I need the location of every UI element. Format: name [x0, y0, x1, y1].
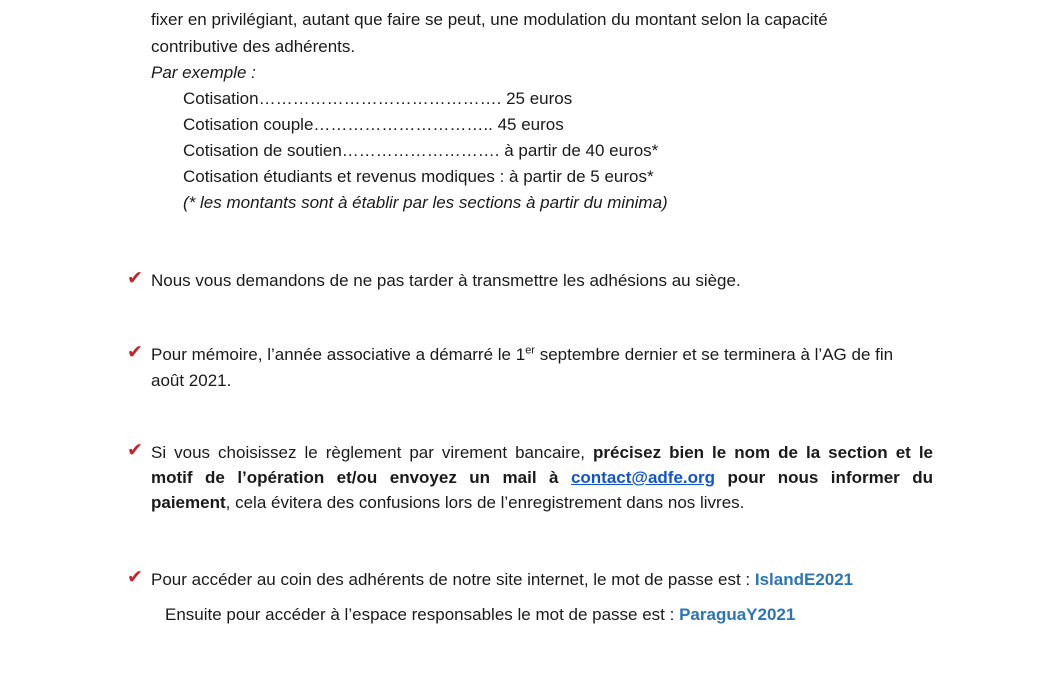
cotisation-dots: ………………………. — [341, 141, 500, 160]
checkmark-icon: ✔ — [127, 268, 143, 289]
bullet-3-line-2 — [151, 467, 933, 489]
cotisation-row — [183, 114, 564, 136]
bullet-3-bold3: pour nous informer du — [715, 468, 933, 487]
cotisation-label: Cotisation — [183, 89, 259, 108]
bullet-4-line-1 — [151, 569, 853, 591]
cotisation-label: Cotisation de soutien — [183, 141, 342, 160]
bullet-3-line-1-content — [151, 442, 933, 464]
cotisation-label: Cotisation couple — [183, 115, 314, 134]
cotisation-row — [183, 140, 658, 162]
footnote: (* les montants sont à établir par les sections à partir du minima) — [183, 193, 668, 212]
bullet-4-text: Pour accéder au coin des adhérents de notre site internet, le mot de passe est : — [151, 570, 755, 589]
bullet-2-line-2: août 2021. — [151, 371, 232, 390]
email-link[interactable]: contact@adfe.org — [570, 468, 716, 487]
intro-line-2: contributive des adhérents. — [151, 37, 356, 56]
intro-line-1: fixer en privilégiant, autant que faire se peut, une modulation du montant selon la capacité — [151, 10, 828, 29]
example-label: Par exemple : — [151, 63, 256, 82]
bullet-1-text: Nous vous demandons de ne pas tarder à transmettre les adhésions au siège. — [151, 271, 741, 290]
bullet-2-sup: er — [525, 344, 535, 357]
bullet-3-text2: , cela évitera des confusions lors de l’enregistrement dans nos livres. — [225, 493, 745, 512]
bullet-4-line2-text: Ensuite pour accéder à l’espace responsables le mot de passe est : — [165, 605, 680, 624]
bullet-3-text1: Si vous choisissez le règlement par virement bancaire, — [151, 443, 594, 462]
cotisation-row — [183, 88, 572, 110]
bullet-3-bold1: précisez bien le nom de la section et le — [593, 443, 933, 462]
bullet-3-bold4: paiement — [151, 493, 226, 512]
bullet-3-bold2: motif de l’opération et/ou envoyez un mail à — [151, 468, 571, 487]
checkmark-icon: ✔ — [127, 342, 143, 363]
bullet-2-line-1 — [151, 344, 893, 366]
bullet-3-line-1 — [151, 442, 933, 464]
cotisation-dots: ………………………….. — [313, 115, 493, 134]
bullet-2-after: septembre dernier et se terminera à l’AG de fin — [534, 345, 894, 364]
cotisation-row — [183, 166, 654, 188]
bullet-4-line-2 — [165, 604, 795, 626]
password-responsables: ParaguaY2021 — [679, 605, 796, 624]
checkmark-icon: ✔ — [127, 567, 143, 588]
cotisation-value: 45 euros — [492, 115, 564, 134]
cotisation-dots: : — [494, 167, 505, 186]
cotisation-dots: ……………………………………. — [258, 89, 502, 108]
cotisation-value: à partir de 5 euros* — [504, 167, 654, 186]
bullet-3-line-3 — [151, 492, 744, 514]
password-adherents: IslandE2021 — [754, 570, 854, 589]
cotisation-value: à partir de 40 euros* — [499, 141, 659, 160]
cotisation-label: Cotisation étudiants et revenus modiques — [183, 167, 495, 186]
cotisation-value: 25 euros — [501, 89, 573, 108]
checkmark-icon: ✔ — [127, 440, 143, 461]
bullet-3-line-2-content — [151, 467, 933, 489]
bullet-2-before: Pour mémoire, l’année associative a démarré le 1 — [151, 345, 526, 364]
